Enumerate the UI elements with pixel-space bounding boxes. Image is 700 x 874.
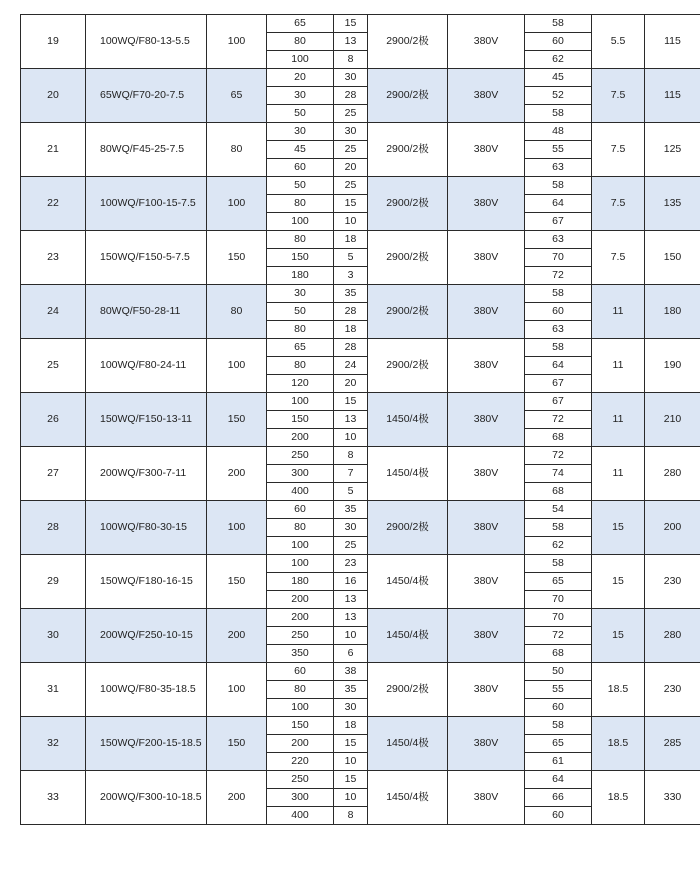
voltage-cell: 380V <box>448 339 525 393</box>
outlet-diameter-cell: 80 <box>207 285 267 339</box>
weight-cell: 150 <box>645 231 700 285</box>
head-cell: 38 <box>334 663 368 681</box>
head-cell: 6 <box>334 645 368 663</box>
head-cell: 28 <box>334 303 368 321</box>
table-row <box>21 123 700 141</box>
flow-cell: 200 <box>267 429 334 447</box>
efficiency-cell: 63 <box>525 159 592 177</box>
table-row <box>21 609 700 627</box>
table-row <box>21 717 700 735</box>
efficiency-cell: 67 <box>525 213 592 231</box>
efficiency-cell: 60 <box>525 33 592 51</box>
weight-cell: 180 <box>645 285 700 339</box>
power-cell: 7.5 <box>592 177 645 231</box>
flow-cell: 250 <box>267 447 334 465</box>
efficiency-cell: 62 <box>525 537 592 555</box>
head-cell: 30 <box>334 69 368 87</box>
voltage-cell: 380V <box>448 501 525 555</box>
power-cell: 5.5 <box>592 15 645 69</box>
weight-cell: 200 <box>645 501 700 555</box>
head-cell: 13 <box>334 609 368 627</box>
row-number-cell: 25 <box>21 339 86 393</box>
weight-cell: 115 <box>645 69 700 123</box>
head-cell: 13 <box>334 33 368 51</box>
head-cell: 15 <box>334 771 368 789</box>
head-cell: 10 <box>334 213 368 231</box>
efficiency-cell: 72 <box>525 627 592 645</box>
head-cell: 16 <box>334 573 368 591</box>
weight-cell: 125 <box>645 123 700 177</box>
power-cell: 7.5 <box>592 69 645 123</box>
head-cell: 5 <box>334 483 368 501</box>
model-cell: 150WQ/F180-16-15 <box>86 555 207 609</box>
power-cell: 7.5 <box>592 123 645 177</box>
head-cell: 15 <box>334 15 368 33</box>
head-cell: 28 <box>334 339 368 357</box>
speed-cell: 2900/2极 <box>368 231 448 285</box>
flow-cell: 30 <box>267 87 334 105</box>
outlet-diameter-cell: 100 <box>207 339 267 393</box>
speed-cell: 1450/4极 <box>368 717 448 771</box>
flow-cell: 60 <box>267 159 334 177</box>
voltage-cell: 380V <box>448 663 525 717</box>
efficiency-cell: 70 <box>525 249 592 267</box>
row-number-cell: 26 <box>21 393 86 447</box>
table-row <box>21 663 700 681</box>
efficiency-cell: 61 <box>525 753 592 771</box>
flow-cell: 300 <box>267 465 334 483</box>
head-cell: 15 <box>334 195 368 213</box>
voltage-cell: 380V <box>448 231 525 285</box>
flow-cell: 65 <box>267 339 334 357</box>
speed-cell: 1450/4极 <box>368 393 448 447</box>
power-cell: 15 <box>592 555 645 609</box>
head-cell: 20 <box>334 159 368 177</box>
efficiency-cell: 70 <box>525 609 592 627</box>
efficiency-cell: 74 <box>525 465 592 483</box>
flow-cell: 20 <box>267 69 334 87</box>
efficiency-cell: 72 <box>525 267 592 285</box>
flow-cell: 120 <box>267 375 334 393</box>
head-cell: 25 <box>334 141 368 159</box>
voltage-cell: 380V <box>448 555 525 609</box>
weight-cell: 210 <box>645 393 700 447</box>
efficiency-cell: 64 <box>525 771 592 789</box>
outlet-diameter-cell: 200 <box>207 609 267 663</box>
flow-cell: 150 <box>267 717 334 735</box>
flow-cell: 45 <box>267 141 334 159</box>
outlet-diameter-cell: 200 <box>207 771 267 825</box>
table-body <box>21 15 700 825</box>
voltage-cell: 380V <box>448 717 525 771</box>
flow-cell: 50 <box>267 105 334 123</box>
head-cell: 13 <box>334 411 368 429</box>
model-cell: 200WQ/F250-10-15 <box>86 609 207 663</box>
flow-cell: 100 <box>267 699 334 717</box>
flow-cell: 250 <box>267 771 334 789</box>
efficiency-cell: 58 <box>525 285 592 303</box>
outlet-diameter-cell: 80 <box>207 123 267 177</box>
efficiency-cell: 63 <box>525 231 592 249</box>
speed-cell: 2900/2极 <box>368 285 448 339</box>
speed-cell: 2900/2极 <box>368 663 448 717</box>
outlet-diameter-cell: 200 <box>207 447 267 501</box>
head-cell: 25 <box>334 177 368 195</box>
model-cell: 150WQ/F200-15-18.5 <box>86 717 207 771</box>
efficiency-cell: 58 <box>525 177 592 195</box>
power-cell: 18.5 <box>592 663 645 717</box>
flow-cell: 220 <box>267 753 334 771</box>
model-cell: 100WQ/F100-15-7.5 <box>86 177 207 231</box>
model-cell: 100WQ/F80-13-5.5 <box>86 15 207 69</box>
flow-cell: 350 <box>267 645 334 663</box>
row-number-cell: 27 <box>21 447 86 501</box>
head-cell: 10 <box>334 627 368 645</box>
speed-cell: 1450/4极 <box>368 771 448 825</box>
row-number-cell: 20 <box>21 69 86 123</box>
head-cell: 3 <box>334 267 368 285</box>
efficiency-cell: 65 <box>525 735 592 753</box>
flow-cell: 80 <box>267 195 334 213</box>
flow-cell: 180 <box>267 573 334 591</box>
voltage-cell: 380V <box>448 123 525 177</box>
efficiency-cell: 62 <box>525 51 592 69</box>
row-number-cell: 22 <box>21 177 86 231</box>
voltage-cell: 380V <box>448 771 525 825</box>
head-cell: 8 <box>334 447 368 465</box>
model-cell: 80WQ/F50-28-11 <box>86 285 207 339</box>
outlet-diameter-cell: 150 <box>207 393 267 447</box>
table-row <box>21 771 700 789</box>
efficiency-cell: 60 <box>525 699 592 717</box>
row-number-cell: 31 <box>21 663 86 717</box>
efficiency-cell: 58 <box>525 339 592 357</box>
flow-cell: 100 <box>267 51 334 69</box>
weight-cell: 285 <box>645 717 700 771</box>
head-cell: 10 <box>334 789 368 807</box>
flow-cell: 100 <box>267 555 334 573</box>
power-cell: 11 <box>592 285 645 339</box>
power-cell: 11 <box>592 339 645 393</box>
head-cell: 35 <box>334 501 368 519</box>
flow-cell: 60 <box>267 501 334 519</box>
weight-cell: 280 <box>645 609 700 663</box>
power-cell: 15 <box>592 501 645 555</box>
head-cell: 8 <box>334 51 368 69</box>
head-cell: 35 <box>334 681 368 699</box>
weight-cell: 135 <box>645 177 700 231</box>
flow-cell: 250 <box>267 627 334 645</box>
flow-cell: 50 <box>267 177 334 195</box>
weight-cell: 280 <box>645 447 700 501</box>
head-cell: 10 <box>334 753 368 771</box>
flow-cell: 400 <box>267 483 334 501</box>
head-cell: 35 <box>334 285 368 303</box>
voltage-cell: 380V <box>448 177 525 231</box>
head-cell: 8 <box>334 807 368 825</box>
flow-cell: 80 <box>267 231 334 249</box>
flow-cell: 200 <box>267 591 334 609</box>
row-number-cell: 29 <box>21 555 86 609</box>
power-cell: 18.5 <box>592 771 645 825</box>
row-number-cell: 23 <box>21 231 86 285</box>
flow-cell: 80 <box>267 519 334 537</box>
head-cell: 24 <box>334 357 368 375</box>
flow-cell: 80 <box>267 681 334 699</box>
efficiency-cell: 72 <box>525 411 592 429</box>
efficiency-cell: 65 <box>525 573 592 591</box>
weight-cell: 230 <box>645 663 700 717</box>
efficiency-cell: 64 <box>525 195 592 213</box>
pump-spec-table <box>20 14 680 825</box>
efficiency-cell: 64 <box>525 357 592 375</box>
power-cell: 11 <box>592 447 645 501</box>
flow-cell: 65 <box>267 15 334 33</box>
head-cell: 10 <box>334 429 368 447</box>
model-cell: 150WQ/F150-5-7.5 <box>86 231 207 285</box>
flow-cell: 200 <box>267 735 334 753</box>
flow-cell: 100 <box>267 393 334 411</box>
efficiency-cell: 55 <box>525 681 592 699</box>
weight-cell: 190 <box>645 339 700 393</box>
efficiency-cell: 68 <box>525 483 592 501</box>
head-cell: 30 <box>334 699 368 717</box>
row-number-cell: 28 <box>21 501 86 555</box>
head-cell: 18 <box>334 321 368 339</box>
row-number-cell: 30 <box>21 609 86 663</box>
head-cell: 15 <box>334 735 368 753</box>
outlet-diameter-cell: 150 <box>207 555 267 609</box>
voltage-cell: 380V <box>448 69 525 123</box>
weight-cell: 230 <box>645 555 700 609</box>
head-cell: 30 <box>334 123 368 141</box>
efficiency-cell: 67 <box>525 393 592 411</box>
head-cell: 23 <box>334 555 368 573</box>
efficiency-cell: 45 <box>525 69 592 87</box>
head-cell: 20 <box>334 375 368 393</box>
flow-cell: 400 <box>267 807 334 825</box>
outlet-diameter-cell: 100 <box>207 663 267 717</box>
row-number-cell: 33 <box>21 771 86 825</box>
outlet-diameter-cell: 100 <box>207 501 267 555</box>
outlet-diameter-cell: 65 <box>207 69 267 123</box>
efficiency-cell: 58 <box>525 555 592 573</box>
speed-cell: 1450/4极 <box>368 555 448 609</box>
flow-cell: 50 <box>267 303 334 321</box>
model-cell: 150WQ/F150-13-11 <box>86 393 207 447</box>
outlet-diameter-cell: 100 <box>207 15 267 69</box>
flow-cell: 200 <box>267 609 334 627</box>
speed-cell: 2900/2极 <box>368 339 448 393</box>
head-cell: 18 <box>334 717 368 735</box>
efficiency-cell: 70 <box>525 591 592 609</box>
efficiency-cell: 58 <box>525 519 592 537</box>
speed-cell: 2900/2极 <box>368 177 448 231</box>
speed-cell: 1450/4极 <box>368 447 448 501</box>
power-cell: 11 <box>592 393 645 447</box>
efficiency-cell: 66 <box>525 789 592 807</box>
flow-cell: 100 <box>267 537 334 555</box>
table-row <box>21 393 700 411</box>
flow-cell: 60 <box>267 663 334 681</box>
model-cell: 200WQ/F300-7-11 <box>86 447 207 501</box>
weight-cell: 330 <box>645 771 700 825</box>
head-cell: 28 <box>334 87 368 105</box>
outlet-diameter-cell: 100 <box>207 177 267 231</box>
row-number-cell: 32 <box>21 717 86 771</box>
voltage-cell: 380V <box>448 285 525 339</box>
efficiency-cell: 50 <box>525 663 592 681</box>
table-row <box>21 501 700 519</box>
voltage-cell: 380V <box>448 393 525 447</box>
power-cell: 18.5 <box>592 717 645 771</box>
table-row <box>21 285 700 303</box>
head-cell: 18 <box>334 231 368 249</box>
efficiency-cell: 54 <box>525 501 592 519</box>
efficiency-cell: 60 <box>525 807 592 825</box>
voltage-cell: 380V <box>448 609 525 663</box>
table-row <box>21 177 700 195</box>
speed-cell: 2900/2极 <box>368 501 448 555</box>
efficiency-cell: 68 <box>525 645 592 663</box>
model-cell: 200WQ/F300-10-18.5 <box>86 771 207 825</box>
efficiency-cell: 48 <box>525 123 592 141</box>
flow-cell: 180 <box>267 267 334 285</box>
power-cell: 15 <box>592 609 645 663</box>
flow-cell: 150 <box>267 411 334 429</box>
model-cell: 80WQ/F45-25-7.5 <box>86 123 207 177</box>
flow-cell: 80 <box>267 357 334 375</box>
row-number-cell: 24 <box>21 285 86 339</box>
table-row <box>21 15 700 33</box>
model-cell: 100WQ/F80-24-11 <box>86 339 207 393</box>
outlet-diameter-cell: 150 <box>207 717 267 771</box>
flow-cell: 300 <box>267 789 334 807</box>
flow-cell: 30 <box>267 285 334 303</box>
efficiency-cell: 72 <box>525 447 592 465</box>
head-cell: 13 <box>334 591 368 609</box>
head-cell: 25 <box>334 105 368 123</box>
speed-cell: 2900/2极 <box>368 123 448 177</box>
flow-cell: 80 <box>267 321 334 339</box>
head-cell: 15 <box>334 393 368 411</box>
flow-cell: 30 <box>267 123 334 141</box>
model-cell: 100WQ/F80-30-15 <box>86 501 207 555</box>
head-cell: 5 <box>334 249 368 267</box>
efficiency-cell: 58 <box>525 15 592 33</box>
speed-cell: 2900/2极 <box>368 69 448 123</box>
efficiency-cell: 58 <box>525 717 592 735</box>
row-number-cell: 19 <box>21 15 86 69</box>
efficiency-cell: 58 <box>525 105 592 123</box>
voltage-cell: 380V <box>448 447 525 501</box>
efficiency-cell: 60 <box>525 303 592 321</box>
model-cell: 65WQ/F70-20-7.5 <box>86 69 207 123</box>
head-cell: 25 <box>334 537 368 555</box>
speed-cell: 1450/4极 <box>368 609 448 663</box>
table-row <box>21 555 700 573</box>
flow-cell: 80 <box>267 33 334 51</box>
weight-cell: 115 <box>645 15 700 69</box>
table-row <box>21 69 700 87</box>
flow-cell: 100 <box>267 213 334 231</box>
outlet-diameter-cell: 150 <box>207 231 267 285</box>
efficiency-cell: 63 <box>525 321 592 339</box>
row-number-cell: 21 <box>21 123 86 177</box>
model-cell: 100WQ/F80-35-18.5 <box>86 663 207 717</box>
power-cell: 7.5 <box>592 231 645 285</box>
speed-cell: 2900/2极 <box>368 15 448 69</box>
efficiency-cell: 68 <box>525 429 592 447</box>
voltage-cell: 380V <box>448 15 525 69</box>
flow-cell: 150 <box>267 249 334 267</box>
efficiency-cell: 55 <box>525 141 592 159</box>
head-cell: 7 <box>334 465 368 483</box>
efficiency-cell: 67 <box>525 375 592 393</box>
head-cell: 30 <box>334 519 368 537</box>
table-row <box>21 231 700 249</box>
table-row <box>21 339 700 357</box>
table-row <box>21 447 700 465</box>
efficiency-cell: 52 <box>525 87 592 105</box>
